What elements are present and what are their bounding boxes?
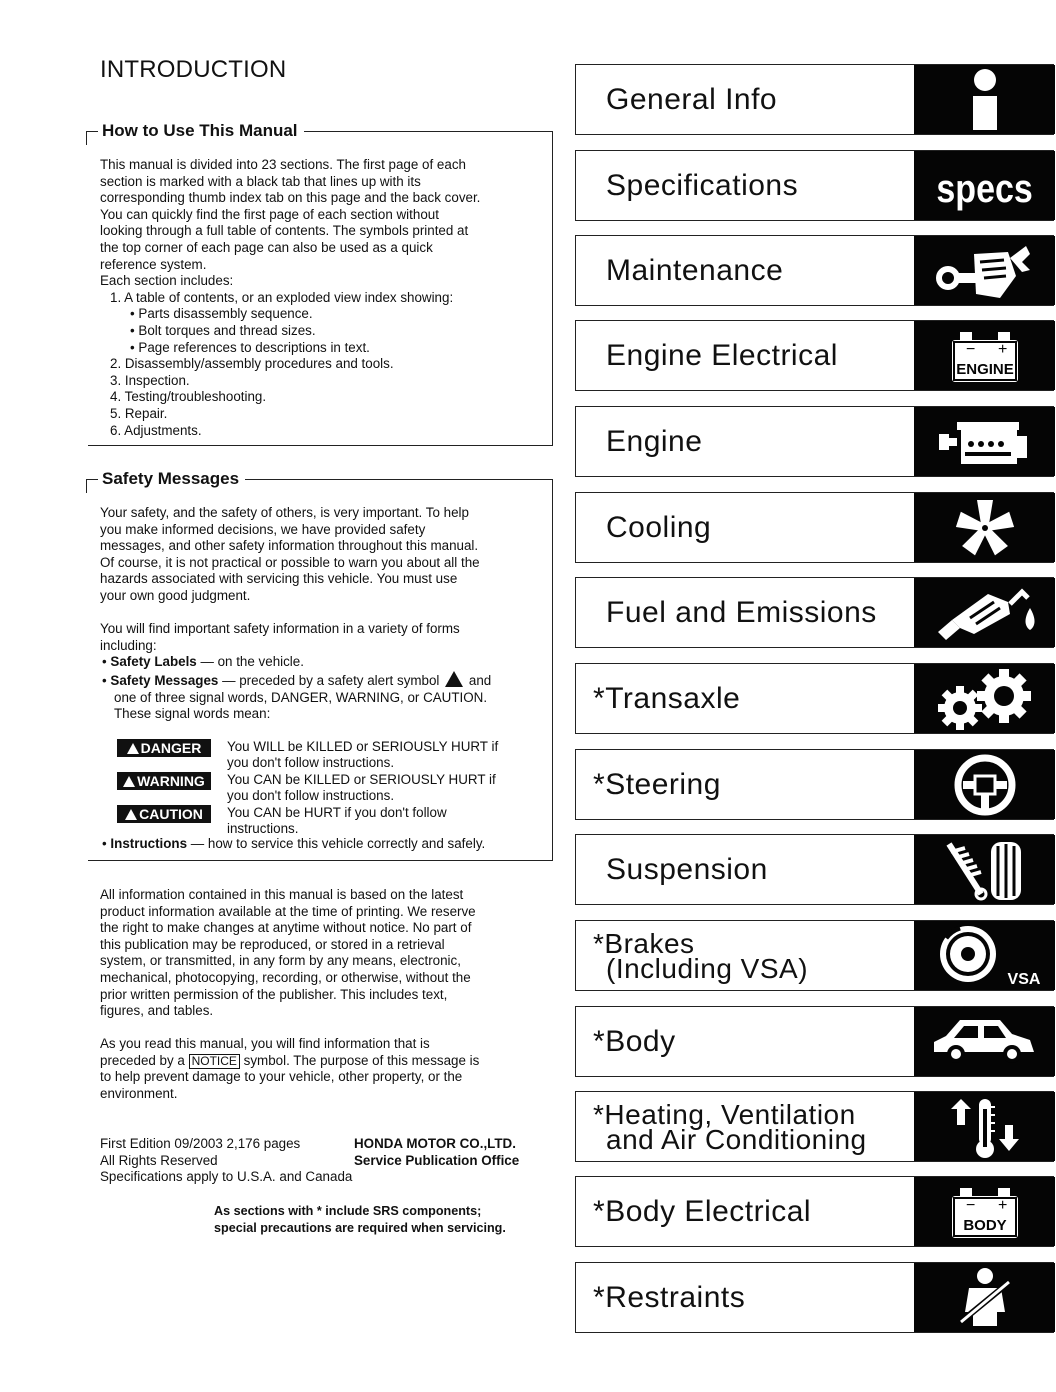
caution-badge (117, 805, 211, 823)
warning-word: WARNING (137, 772, 205, 789)
text-line: These signal words mean: (114, 706, 271, 722)
text-line: You CAN be HURT if you don't follow (227, 804, 447, 820)
section-tab-label (593, 664, 741, 733)
section-tab[interactable] (575, 920, 1054, 991)
srs-star: * (593, 1280, 606, 1314)
list-item: • Page references to descriptions in text. (130, 339, 370, 355)
text-line: one of three signal words, DANGER, WARNING, or CAUTION. (114, 689, 488, 705)
text-line: including: (100, 637, 157, 653)
section-tab[interactable] (575, 749, 1054, 820)
publisher-office: Service Publication Office (354, 1152, 520, 1168)
section-tab-label-line (606, 853, 768, 887)
section-tab[interactable] (575, 492, 1054, 563)
list-item: • Bolt torques and thread sizes. (130, 322, 316, 338)
text-line: reference system. (100, 256, 207, 272)
section-tab-label-line (606, 339, 838, 373)
section-tab-label-line (606, 169, 798, 203)
specs-apply-line: Specifications apply to U.S.A. and Canada (100, 1169, 353, 1185)
list-item: 3. Inspection. (110, 372, 190, 388)
danger-word: DANGER (140, 739, 202, 756)
specs-icon-text: specs (935, 164, 1033, 211)
steering-wheel-icon (914, 750, 1055, 819)
wrench-hand-icon (914, 236, 1055, 305)
text-line: looking through a full table of contents. The symbols printed at (100, 223, 469, 239)
car-body-icon (914, 1007, 1055, 1076)
text-line: You can quickly find the first page of each section without (100, 206, 439, 222)
section-tab[interactable] (575, 1176, 1054, 1247)
section-tab-label-text (606, 425, 702, 459)
section-tab-label-text (606, 511, 711, 545)
svg-text:+: + (997, 1196, 1007, 1214)
text-line: messages, and other safety information throughout this manual. (100, 538, 479, 554)
list-item: 1. A table of contents, or an exploded view index showing: (110, 289, 454, 305)
section-tab-label-text (593, 1280, 746, 1315)
text-line: instructions. (227, 821, 299, 837)
notice-pre: preceded by a (100, 1052, 189, 1068)
engine-icon (914, 407, 1055, 476)
notice-badge: NOTICE (189, 1054, 240, 1069)
section-tab-label (593, 1092, 867, 1161)
srs-star: * (593, 1098, 605, 1130)
safety-labels-item: • Safety Labels — on the vehicle. (102, 654, 304, 670)
list-item: 6. Adjustments. (110, 422, 202, 438)
srs-star: * (593, 927, 605, 959)
safety-labels-desc: — on the vehicle. (196, 654, 304, 670)
spacer (100, 723, 540, 739)
section-tab-label (606, 65, 777, 134)
section-tab-label-text (606, 853, 768, 887)
section-tab[interactable] (575, 64, 1054, 135)
seatbelt-icon (914, 1263, 1055, 1332)
section-tab-title: Engine (606, 424, 703, 458)
section-tab-label-text (606, 83, 777, 117)
safety-messages-item: • Safety Messages — preceded by a safety alert symbol and (102, 672, 492, 688)
section-tab-label-text (593, 1024, 676, 1059)
section-tab-label-line (593, 927, 808, 959)
srs-star: * (593, 1194, 606, 1228)
rights-line: All Rights Reserved (100, 1152, 218, 1168)
text-line: As sections with * include SRS components; (214, 1204, 482, 1218)
section-tab-title: Brakes (604, 927, 695, 959)
text-line (100, 1053, 540, 1070)
svg-text:−: − (965, 1196, 975, 1214)
alert-triangle-icon (123, 776, 135, 787)
section-tab-label (606, 835, 768, 904)
battery-icon (914, 321, 1055, 390)
section-tab-title: Specifications (606, 168, 799, 202)
section-tab-label (593, 1177, 812, 1246)
section-tab-label (606, 578, 877, 647)
how-to-use-text (100, 157, 540, 439)
section-tab-title: Transaxle (605, 681, 741, 715)
section-tab-label-text (593, 1194, 812, 1229)
section-tab-label-line (606, 511, 711, 545)
text-line: As you read this manual, you will find information that is (100, 1036, 430, 1051)
danger-row (100, 739, 540, 772)
safety-alert-icon (445, 671, 463, 687)
legal-notice (100, 887, 540, 1020)
section-tab[interactable] (575, 834, 1054, 905)
section-tab-label-text (593, 681, 741, 716)
section-tab-label (606, 493, 711, 562)
section-tab-label (606, 321, 838, 390)
vsa-icon-text: VSA (1007, 970, 1040, 988)
publisher-name: HONDA MOTOR CO.,LTD. (354, 1136, 516, 1151)
text-line: the top corner of each page can also be used as a quick (100, 239, 433, 255)
text-line: special precautions are required when servicing. (214, 1220, 506, 1235)
section-tab-label-line (606, 83, 777, 117)
section-tab-label-line (593, 767, 721, 802)
section-tab-title: Maintenance (606, 253, 784, 287)
fuel-nozzle-icon (914, 578, 1055, 647)
text-line: corresponding thumb index tab on this page and the back cover. (100, 190, 481, 206)
danger-desc (227, 739, 537, 772)
caution-desc (227, 805, 537, 838)
list-item: 2. Disassembly/assembly procedures and tools. (110, 356, 394, 372)
info-icon (914, 65, 1055, 134)
section-tab[interactable] (575, 406, 1054, 477)
section-tab-label-line (593, 681, 741, 716)
section-tab-title: Heating, Ventilation (604, 1098, 856, 1130)
text-line: product information available at the time of printing. We reserve (100, 903, 476, 919)
section-tab-label-line (606, 254, 783, 288)
section-tab-label-text (606, 169, 798, 203)
caution-word: CAUTION (139, 805, 203, 822)
danger-badge (117, 739, 211, 757)
text-line: This manual is divided into 23 sections. The first page of each (100, 157, 466, 172)
shock-absorber-icon (914, 835, 1055, 904)
section-tab-label (606, 151, 798, 220)
alert-triangle-icon (125, 809, 137, 820)
safety-messages-text (100, 505, 540, 852)
section-tab[interactable] (575, 1262, 1054, 1333)
safety-messages-and: and (465, 672, 492, 688)
text-line: to help prevent damage to your vehicle, other property, or the (100, 1069, 463, 1085)
srs-note (214, 1203, 534, 1236)
safety-messages-desc: — preceded by a safety alert symbol (218, 672, 440, 688)
notice-paragraph (100, 1036, 540, 1102)
section-tab-title: General Info (606, 82, 778, 116)
text-line: system, or transmitted, in any form by any means, electronic, (100, 953, 461, 969)
how-to-use-heading: How to Use This Manual (98, 121, 304, 141)
text-line: Your safety, and the safety of others, is very important. To help (100, 505, 469, 520)
instructions-term: Instructions (110, 835, 188, 851)
list-item: 4. Testing/troubleshooting. (110, 389, 267, 405)
section-tab[interactable] (575, 320, 1054, 391)
section-tab-label-text (593, 927, 809, 984)
section-tab-label-line (606, 425, 702, 459)
text-line: you don't follow instructions. (227, 755, 395, 771)
text-line: You will find important safety information in a variety of forms (100, 621, 460, 637)
text-line: section is marked with a black tab that lines up with its (100, 173, 421, 189)
battery-icon-text: ENGINE (955, 360, 1014, 378)
section-tab-label-text (593, 767, 721, 802)
text-line: figures, and tables. (100, 1003, 214, 1019)
notice-post: symbol. The purpose of this message is (239, 1052, 480, 1068)
text-line: the right to make changes at anytime without notice. No part of (100, 920, 472, 936)
alert-triangle-icon (127, 743, 139, 754)
warning-desc (227, 772, 537, 805)
text-line: you don't follow instructions. (227, 788, 395, 804)
section-tab-label-line (606, 596, 877, 630)
section-tab-label (593, 1007, 676, 1076)
section-tab-label-line (593, 1280, 746, 1315)
publisher-info (354, 1136, 554, 1169)
warning-badge (117, 772, 211, 790)
section-tab-label (593, 1263, 746, 1332)
text-line: You WILL be KILLED or SERIOUSLY HURT if (227, 738, 499, 754)
section-tab-title: Fuel and Emissions (606, 595, 877, 629)
srs-star: * (593, 681, 606, 715)
section-tab-title: Restraints (605, 1280, 746, 1314)
section-tab-label-line (593, 1024, 676, 1059)
spacer (100, 605, 540, 622)
text-line: mechanical, photocopying, recording, or otherwise, without the (100, 969, 471, 985)
section-tab-subtitle: and Air Conditioning (606, 1123, 867, 1155)
text-line: environment. (100, 1085, 178, 1101)
text-line: All information contained in this manual is based on the latest (100, 887, 464, 902)
text-line: you make informed decisions, we have provided safety (100, 521, 426, 537)
page-title: INTRODUCTION (100, 56, 287, 83)
gears-icon (914, 664, 1055, 733)
section-tab-title: Body (605, 1024, 676, 1058)
section-tab-label-line (593, 1098, 867, 1130)
safety-messages-term: Safety Messages (110, 672, 219, 688)
text-line: your own good judgment. (100, 587, 251, 603)
section-tab-title: Suspension (606, 852, 768, 886)
text-line: You CAN be KILLED or SERIOUSLY HURT if (227, 771, 496, 787)
section-tab-label (606, 407, 702, 476)
section-tab[interactable] (575, 1091, 1054, 1162)
caution-row (100, 805, 540, 838)
instructions-desc: — how to service this vehicle correctly and safely. (187, 835, 486, 851)
srs-star: * (593, 767, 606, 801)
section-tab-subtitle: (Including VSA) (606, 952, 809, 984)
warning-row (100, 772, 540, 805)
thermometer-icon (914, 1092, 1055, 1161)
safety-labels-term: Safety Labels (110, 654, 197, 670)
section-tab-label-text (606, 339, 838, 373)
section-tab-title: Engine Electrical (606, 338, 838, 372)
includes-label: Each section includes: (100, 273, 234, 289)
section-tab-label-text (606, 596, 877, 630)
list-item: • Parts disassembly sequence. (130, 306, 313, 322)
section-tab-title: Steering (605, 767, 721, 801)
section-tab-label-text (593, 1098, 867, 1155)
brake-disc-icon (914, 921, 1055, 990)
section-tab-label (593, 750, 721, 819)
section-tab-title: Cooling (606, 510, 712, 544)
section-tab-label (606, 236, 783, 305)
list-item: 5. Repair. (110, 405, 168, 421)
specs-icon (914, 151, 1055, 220)
section-tab[interactable] (575, 577, 1054, 648)
section-tab[interactable] (575, 663, 1054, 734)
edition-info (100, 1136, 360, 1186)
section-tab-label-line (593, 1194, 812, 1229)
text-line: prior written permission of the publisher. This includes text, (100, 986, 448, 1002)
srs-star: * (593, 1024, 606, 1058)
section-tab[interactable] (575, 235, 1054, 306)
section-tab[interactable] (575, 150, 1054, 221)
section-tab-label-text (606, 254, 783, 288)
section-tab-title: Body Electrical (605, 1194, 812, 1228)
section-tab-label (593, 921, 809, 990)
safety-messages-heading: Safety Messages (98, 469, 245, 489)
instructions-item: • Instructions — how to service this vehicle correctly and safely. (102, 835, 486, 851)
svg-text:−: − (965, 340, 975, 358)
svg-text:+: + (997, 340, 1007, 358)
fan-icon (914, 493, 1055, 562)
battery-body-icon (914, 1177, 1055, 1246)
body-icon-text: BODY (962, 1216, 1007, 1234)
section-tab[interactable] (575, 1006, 1054, 1077)
text-line: Of course, it is not practical or possible to warn you about all the (100, 554, 480, 570)
text-line: this publication may be reproduced, or stored in a retrieval (100, 936, 445, 952)
edition-line: First Edition 09/2003 2,176 pages (100, 1136, 301, 1151)
text-line: hazards associated with servicing this vehicle. You must use (100, 571, 458, 587)
